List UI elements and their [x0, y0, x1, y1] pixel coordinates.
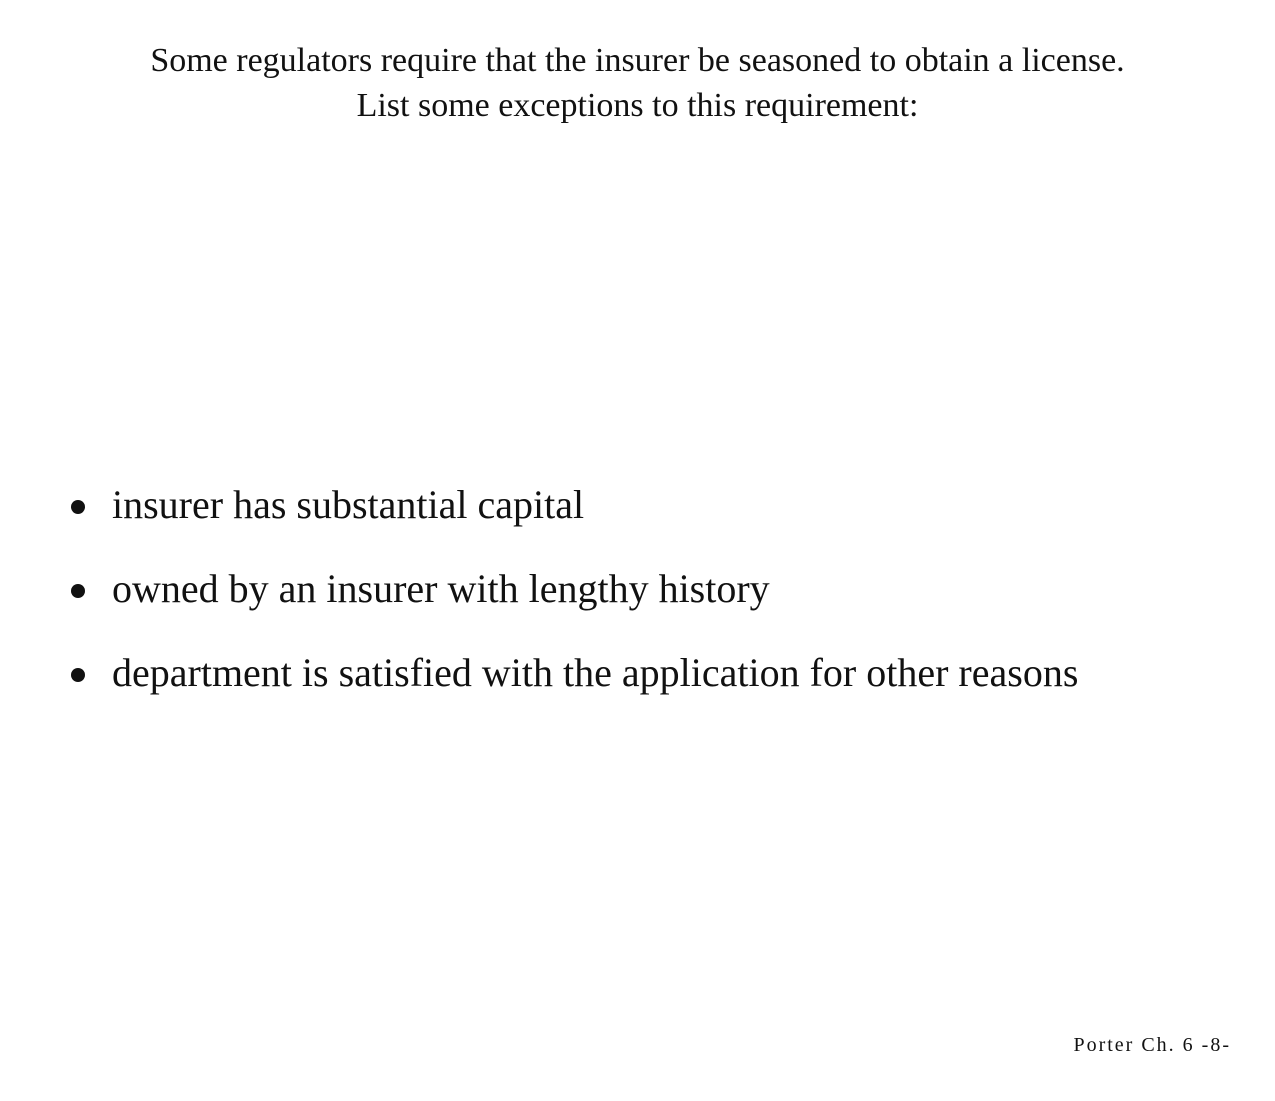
question-line-2: List some exceptions to this requirement:	[356, 87, 919, 124]
list-item	[68, 564, 1078, 614]
question-line-1: Some regulators require that the insurer be seasoned to obtain a license.	[150, 42, 1125, 79]
page-footer: Porter Ch. 6 -8-	[1073, 1034, 1231, 1056]
question-heading	[0, 38, 1275, 128]
bullet-icon	[71, 500, 85, 514]
exceptions-list	[68, 480, 1078, 732]
bullet-icon	[71, 668, 85, 682]
exception-text: owned by an insurer with lengthy history	[112, 566, 770, 611]
exception-text: insurer has substantial capital	[112, 482, 585, 527]
bullet-icon	[71, 584, 85, 598]
list-item	[68, 480, 1078, 530]
exception-text: department is satisfied with the application for other reasons	[112, 650, 1079, 695]
list-item	[68, 648, 1078, 698]
